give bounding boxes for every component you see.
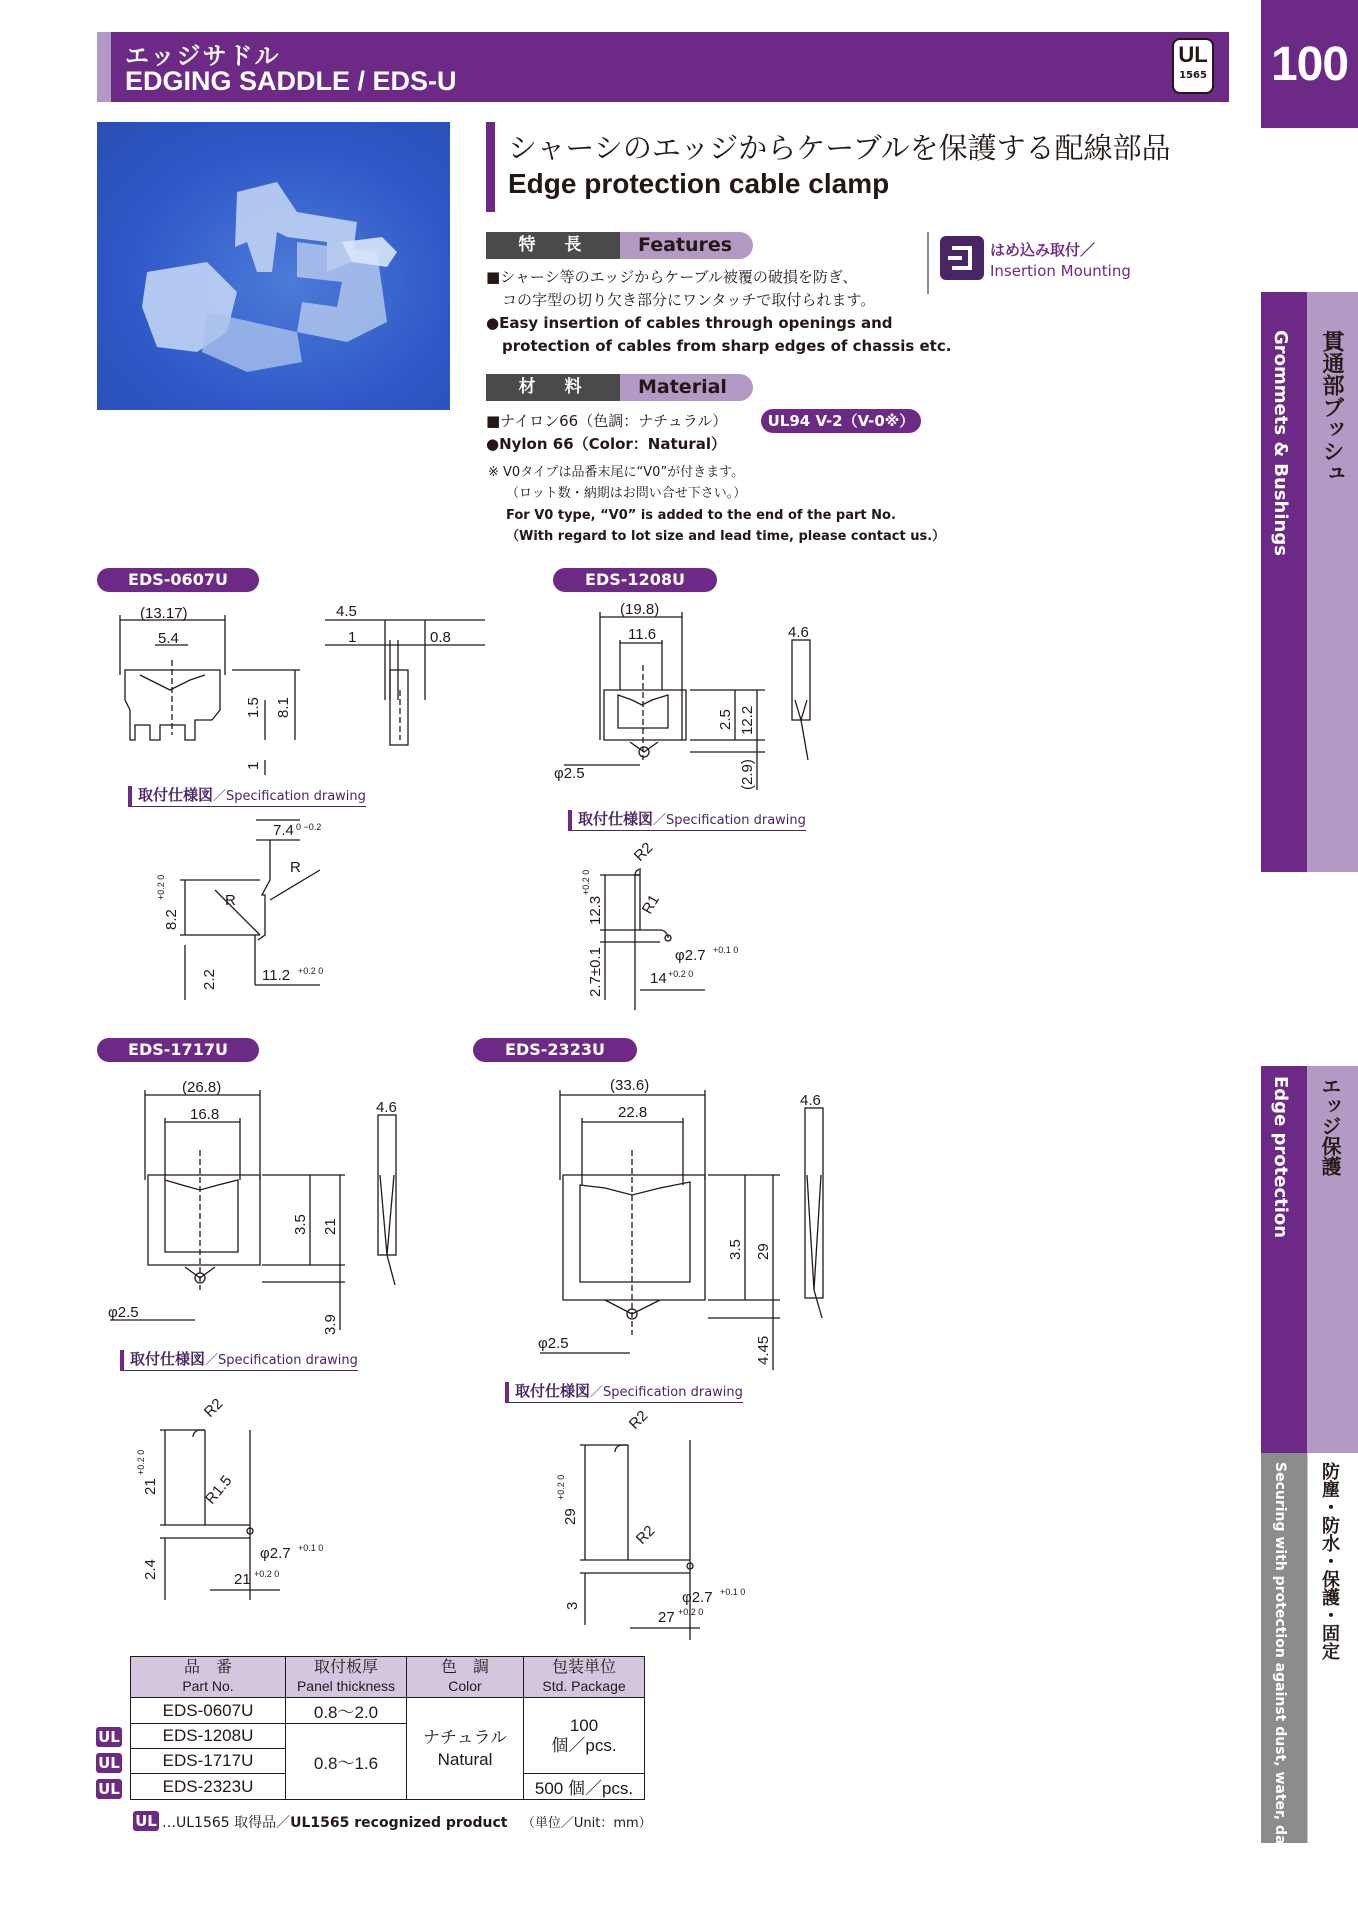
side-tab-securing-en: Securing with protection against dust, water, damage — [1272, 1462, 1288, 1889]
eds1717-spec-b-label: 2.4 — [142, 1559, 159, 1580]
eds2323-spec-r1-label: R2 — [625, 1407, 652, 1433]
eds1717-spec-hole-tol: +0.1 0 — [298, 1543, 324, 1553]
eds0607-side3-label: 0.8 — [430, 629, 451, 646]
eds0607-spec-top-label: 7.4 — [273, 822, 294, 839]
eds1717-spec-hole-label: φ2.7 — [260, 1545, 291, 1562]
material-label-en: Material — [620, 374, 753, 401]
cell-package-500: 500 個／pcs. — [524, 1774, 645, 1800]
insertion-mounting-icon — [940, 236, 984, 280]
eds0607-spec-h-label: 8.2 — [163, 909, 180, 930]
eds1717-spec-heading — [120, 1350, 358, 1371]
title-en: EDGING SADDLE / EDS-U — [125, 66, 457, 96]
eds2323-width-label: (33.6) — [610, 1077, 650, 1094]
table-row — [131, 1698, 645, 1724]
th-color-en: Color — [448, 1678, 482, 1694]
eds2323-spec-heading-en: ／Specification drawing — [590, 1385, 743, 1400]
eds0607-width-label: (13.17) — [140, 605, 188, 622]
eds2323-h1-label: 3.5 — [727, 1239, 744, 1260]
eds1717-hole-label: φ2.5 — [108, 1304, 139, 1321]
title-bar-accent — [97, 32, 111, 102]
eds2323-inner-label: 22.8 — [618, 1104, 648, 1121]
cell-part: EDS-0607U — [131, 1698, 286, 1724]
eds1717-name-pill: EDS-1717U — [97, 1038, 259, 1062]
th-part-jp: 品 番 — [183, 1659, 232, 1676]
eds1717-h1-label: 3.5 — [292, 1214, 309, 1235]
th-part — [131, 1657, 286, 1698]
th-package-jp: 包装単位 — [551, 1659, 616, 1676]
th-package — [524, 1657, 645, 1698]
eds1208-h2-label: 12.2 — [739, 705, 756, 735]
eds2323-hole-label: φ2.5 — [538, 1335, 569, 1352]
cell-part: EDS-2323U — [131, 1774, 286, 1800]
eds1208-spec-hole-tol: +0.1 0 — [713, 945, 739, 955]
eds1717-spec-w-tol: +0.2 0 — [254, 1569, 280, 1579]
eds1208-spec-heading — [568, 810, 806, 831]
eds0607-spec-h-tol: +0.2 0 — [156, 874, 166, 900]
table-header-row — [131, 1657, 645, 1698]
eds1208-side-label: 4.6 — [788, 624, 809, 641]
eds1208-inner-label: 11.6 — [628, 626, 657, 643]
headline-en: Edge protection cable clamp — [508, 168, 890, 199]
eds2323-spec-h-label: 29 — [562, 1508, 579, 1525]
cell-color-jp: ナチュラル — [423, 1727, 507, 1747]
cell-part: EDS-1208U — [131, 1724, 286, 1749]
mounting-en: Insertion Mounting — [990, 262, 1131, 280]
eds2323-spec-r2-label: R2 — [632, 1522, 659, 1548]
insertion-mounting-glyph — [940, 236, 984, 280]
eds1717-spec-heading-en: ／Specification drawing — [205, 1353, 358, 1368]
eds2323-spec-b-label: 3 — [564, 1601, 581, 1610]
cell-thickness: 0.8〜1.6 — [286, 1724, 407, 1800]
th-color — [407, 1657, 524, 1698]
eds0607-spec-r1-label: R — [290, 859, 301, 876]
eds0607-spec-heading-en: ／Specification drawing — [213, 789, 366, 804]
eds0607-spec-b-label: 2.2 — [201, 969, 218, 990]
material-jp: ■ナイロン66（色調：ナチュラル） — [486, 412, 728, 430]
eds1208-spec-heading-en: ／Specification drawing — [653, 813, 806, 828]
features-en-line2: protection of cables from sharp edges of chassis etc. — [502, 337, 952, 355]
ul-mark-row4: UL — [96, 1779, 122, 1799]
ul-logo-text: UL — [1178, 42, 1208, 67]
material-en: ●Nylon 66（Color：Natural） — [486, 435, 726, 453]
th-color-jp: 色 調 — [440, 1659, 489, 1676]
eds1717-h3-label: 3.9 — [322, 1314, 339, 1335]
eds2323-h2-label: 29 — [755, 1243, 772, 1260]
eds1717-spec-r1-label: R2 — [200, 1395, 227, 1421]
eds1717-inner-label: 16.8 — [190, 1106, 220, 1123]
eds0607-foot-label: 1 — [245, 761, 262, 770]
features-en-line1: ●Easy insertion of cables through openings and — [486, 314, 893, 332]
cell-package-100 — [524, 1698, 645, 1774]
eds1208-spec-heading-jp: 取付仕様図 — [578, 810, 654, 828]
eds1717-h2-label: 21 — [322, 1218, 339, 1235]
material-note-jp1: ※ V0タイプは品番末尾に“V0”が付きます。 — [488, 465, 745, 480]
product-photo — [97, 122, 450, 410]
th-thickness-jp: 取付板厚 — [313, 1659, 378, 1676]
eds1717-spec-w-label: 21 — [234, 1571, 251, 1588]
ul-logo-badge — [1172, 38, 1214, 94]
eds1208-name-pill: EDS-1208U — [553, 568, 717, 592]
footnote — [162, 1812, 652, 1832]
mounting-jp: はめ込み取付／ — [990, 241, 1096, 259]
eds2323-spec-h-tol: +0.2 0 — [556, 1474, 566, 1500]
edging-saddle-photo-illustration — [97, 122, 450, 410]
ul-logo-number: 1565 — [1179, 70, 1207, 81]
features-jp-line1: ■シャーシ等のエッジからケーブル被覆の破損を防ぎ、 — [486, 268, 858, 286]
th-part-en: Part No. — [182, 1678, 234, 1694]
eds0607-inner-label: 5.4 — [158, 630, 179, 647]
eds2323-spec-hole-label: φ2.7 — [682, 1589, 713, 1606]
eds1208-spec-r1-label: R2 — [630, 839, 657, 865]
headline-jp: シャーシのエッジからケーブルを保護する配線部品 — [508, 131, 1171, 165]
cell-color-en: Natural — [437, 1749, 493, 1769]
eds2323-spec-hole-tol: +0.1 0 — [720, 1587, 746, 1597]
th-thickness-en: Panel thickness — [296, 1678, 396, 1694]
eds1208-h3-label: (2.9) — [739, 759, 756, 790]
side-tab-grommets-jp: 貫通部ブッシュ — [1319, 330, 1344, 484]
cell-color — [407, 1698, 524, 1800]
eds0607-h2-label: 8.1 — [275, 697, 292, 718]
eds1717-spec-h-tol: +0.2 0 — [136, 1449, 146, 1475]
material-note-jp2: （ロット数・納期はお問い合せ下さい。） — [506, 486, 747, 501]
ul94-rating-badge: UL94 V-2（V-0※） — [761, 409, 921, 433]
features-jp-line2: コの字型の切り欠き部分にワンタッチで取付られます。 — [502, 291, 876, 309]
page-number: 100 — [1261, 0, 1358, 128]
eds2323-h3-label: 4.45 — [755, 1335, 772, 1365]
material-label-jp: 材 料 — [486, 374, 620, 401]
eds2323-spec-w-label: 27 — [658, 1609, 675, 1626]
eds0607-spec-top-tol: 0 −0.2 — [296, 822, 322, 832]
eds1208-spec-w-label: 14 — [650, 970, 667, 987]
eds1208-h1-label: 2.5 — [717, 709, 734, 730]
cell-package-100-line2: 個／pcs. — [551, 1735, 617, 1755]
eds0607-spec-heading — [128, 786, 366, 807]
eds2323-spec-heading-jp: 取付仕様図 — [515, 1382, 591, 1400]
eds0607-spec-w-label: 11.2 — [262, 967, 291, 984]
eds1208-spec-h-tol: +0.2 0 — [581, 869, 591, 895]
eds1717-spec-heading-jp: 取付仕様図 — [130, 1350, 206, 1368]
cell-part: EDS-1717U — [131, 1749, 286, 1774]
cell-package-100-line1: 100 — [569, 1715, 599, 1735]
cell-thickness: 0.8〜2.0 — [286, 1698, 407, 1724]
material-note-en2: （With regard to lot size and lead time, please contact us.） — [506, 529, 946, 544]
ul-mark-row2: UL — [96, 1727, 122, 1747]
eds0607-side1-label: 4.5 — [336, 603, 357, 620]
eds0607-spec-r2-label: R — [225, 892, 236, 909]
material-note-en1: For V0 type, “V0” is added to the end of the part No. — [506, 508, 896, 523]
features-label-en: Features — [620, 232, 753, 259]
side-tab-securing-jp: 防塵・防水・保護・固定 — [1319, 1462, 1340, 1660]
eds2323-side-label: 4.6 — [800, 1092, 821, 1109]
spec-table — [130, 1656, 645, 1800]
eds0607-name-pill: EDS-0607U — [97, 568, 259, 592]
side-tab-edge-en: Edge protection — [1270, 1076, 1291, 1239]
eds1208-width-label: (19.8) — [620, 601, 660, 618]
eds1717-spec-r2-label: R1.5 — [202, 1472, 236, 1508]
mounting-divider — [927, 232, 929, 294]
headline-bar — [486, 122, 495, 212]
eds0607-h1-label: 1.5 — [245, 697, 262, 718]
eds1208-spec-w-tol: +0.2 0 — [668, 969, 694, 979]
eds0607-side2-label: 1 — [348, 629, 357, 646]
eds1208-spec-h-label: 12.3 — [587, 895, 604, 925]
footnote-en: UL1565 recognized product — [290, 1815, 508, 1831]
side-tab-grommets-en: Grommets & Bushings — [1270, 330, 1291, 556]
eds0607-spec-heading-jp: 取付仕様図 — [138, 786, 214, 804]
th-package-en: Std. Package — [542, 1678, 626, 1694]
eds1208-spec-b-label: 2.7±0.1 — [587, 947, 604, 997]
footnote-unit: （単位／Unit：mm） — [521, 1816, 652, 1831]
footnote-jp: …UL1565 取得品／ — [162, 1815, 291, 1831]
footnote-ul-mark: UL — [133, 1811, 159, 1831]
eds1208-spec-r2-label: R1 — [638, 891, 664, 917]
eds0607-spec-w-tol: +0.2 0 — [298, 966, 324, 976]
eds1717-width-label: (26.8) — [182, 1079, 222, 1096]
eds1717-spec-h-label: 21 — [142, 1478, 159, 1495]
eds1717-side-label: 4.6 — [376, 1099, 397, 1116]
side-tab-edge-jp: エッジ保護 — [1318, 1076, 1342, 1176]
eds2323-spec-heading — [505, 1382, 743, 1403]
eds1208-spec-hole-label: φ2.7 — [675, 947, 706, 964]
title-jp: エッジサドル — [125, 42, 281, 70]
eds1208-hole-label: φ2.5 — [554, 765, 585, 782]
th-thickness — [286, 1657, 407, 1698]
features-label-jp: 特 長 — [486, 232, 620, 259]
eds2323-name-pill: EDS-2323U — [473, 1038, 637, 1062]
eds2323-spec-w-tol: +0.2 0 — [678, 1607, 704, 1617]
ul-mark-row3: UL — [96, 1753, 122, 1773]
